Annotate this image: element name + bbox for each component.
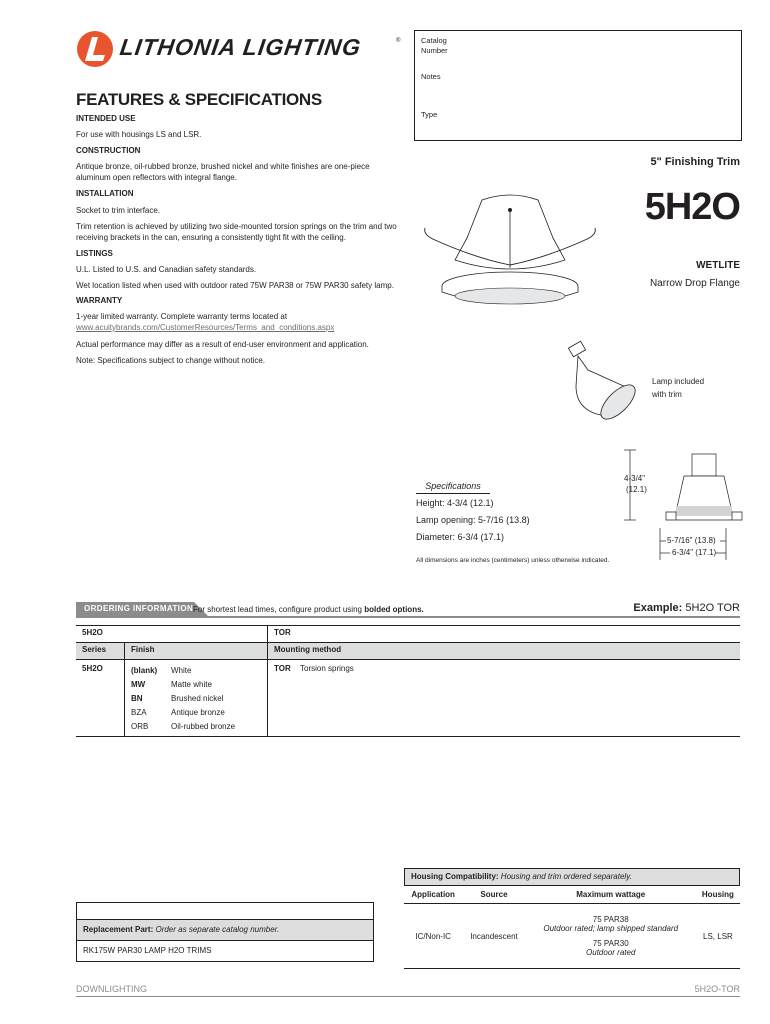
finish-code: BN	[131, 694, 143, 703]
spec-diameter: Diameter: 6-3/4 (17.1)	[416, 532, 505, 542]
brand-name: LITHONIA LIGHTING	[118, 34, 363, 60]
replacement-part-title	[76, 919, 374, 941]
trim-size: 5" Finishing Trim	[650, 156, 740, 168]
dim-diameter-label: 6-3/4" (17.1)	[672, 548, 717, 557]
installation-heading: INSTALLATION	[76, 189, 134, 198]
model-number: 5H2O	[644, 186, 740, 228]
type-field[interactable]	[414, 104, 742, 141]
housing-header-source: Source	[462, 886, 525, 904]
footer-catalog: 5H2O-TOR	[694, 984, 740, 994]
housing-value: LS, LSR	[703, 931, 733, 941]
finish-option	[131, 706, 261, 720]
trim-illustration	[415, 190, 615, 320]
replacement-part	[76, 902, 374, 962]
housing-source: Incandescent	[470, 931, 518, 941]
spec-lamp-opening: Lamp opening: 5-7/16 (13.8)	[416, 515, 530, 525]
wattage-1: 75 PAR38	[592, 915, 629, 924]
performance-note: Actual performance may differ as a result of end-user environment and application.	[76, 340, 369, 349]
housing-title-bold: Housing Compatibility:	[411, 872, 499, 881]
lamp-included-note-2: with trim	[652, 390, 682, 399]
installation-text-1: Socket to trim interface.	[76, 206, 161, 215]
ordering-information-tab: ORDERING INFORMATION	[76, 602, 194, 616]
page-title: FEATURES & SPECIFICATIONS	[76, 90, 322, 109]
order-field-mount: TOR	[274, 628, 291, 637]
mount-code: TOR	[274, 664, 291, 673]
dim-opening-label: 5-7/16" (13.8)	[667, 536, 716, 545]
notes-label: Notes	[421, 72, 441, 81]
wattage-2-note: Outdoor rated	[586, 948, 636, 957]
warranty-heading: WARRANTY	[76, 296, 123, 305]
dimensions-note: All dimensions are inches (centimeters) unless otherwise indicated.	[416, 557, 610, 564]
housing-header-housing: Housing	[696, 886, 740, 904]
housing-title-italic: Housing and trim ordered separately.	[498, 872, 632, 881]
ordering-table	[76, 625, 740, 737]
replacement-title-italic: Order as separate catalog number.	[153, 925, 280, 934]
replacement-spacer	[76, 902, 374, 919]
brand-reg: ®	[396, 38, 401, 44]
listings-text-1: U.L. Listed to U.S. and Canadian safety standards.	[76, 265, 257, 274]
ordering-note	[193, 605, 424, 614]
finish-desc: Antique bronze	[171, 708, 225, 717]
mount-desc: Torsion springs	[300, 664, 354, 673]
lamp-included-note-1: Lamp included	[652, 377, 705, 386]
catalog-number-field[interactable]	[414, 30, 742, 70]
construction-text: Antique bronze, oil-rubbed bronze, brushed nickel and white finishes are one-piece aluminum open reflectors with integral flange.	[76, 162, 370, 182]
finish-desc: White	[171, 666, 192, 675]
type-label: Type	[421, 110, 438, 119]
header-finish: Finish	[125, 643, 268, 660]
product-subtitle: WETLITE	[696, 260, 740, 271]
finish-desc: Brushed nickel	[171, 694, 224, 703]
replacement-title-bold: Replacement Part:	[83, 925, 154, 934]
finish-code: (blank)	[131, 666, 158, 675]
example-label: Example:	[633, 602, 683, 614]
finish-option	[131, 692, 261, 706]
order-field-series: 5H2O	[82, 628, 103, 637]
listings-heading: LISTINGS	[76, 249, 113, 258]
finish-code: BZA	[131, 708, 147, 717]
wattage-2: 75 PAR30	[592, 939, 629, 948]
dimension-drawing	[600, 448, 750, 563]
finish-option	[131, 664, 261, 678]
finish-code: MW	[131, 680, 146, 689]
order-example	[633, 602, 740, 614]
housing-compatibility	[404, 868, 740, 969]
catalog-number-label: Catalog Number	[421, 36, 448, 55]
wattage-1-note: Outdoor rated; lamp shipped standard	[543, 924, 679, 933]
finish-option	[131, 720, 261, 734]
series-value: 5H2O	[82, 664, 103, 673]
finish-desc: Matte white	[171, 680, 212, 689]
ordering-note-bold: bolded options.	[364, 605, 424, 614]
brand-logo	[76, 30, 406, 70]
specifications-note: Note: Specifications subject to change without notice.	[76, 356, 265, 365]
replacement-part-value: RK175W PAR30 LAMP H2O TRIMS	[76, 941, 374, 962]
footer-divider	[76, 996, 740, 997]
warranty-link[interactable]: www.acuitybrands.com/CustomerResources/Terms_and_conditions.aspx	[76, 323, 335, 332]
spec-height: Height: 4-3/4 (12.1)	[416, 498, 494, 508]
dim-height-metric: (12.1)	[626, 485, 647, 494]
housing-header-wattage: Maximum wattage	[526, 886, 696, 904]
housing-header-application: Application	[404, 886, 462, 904]
finish-desc: Oil-rubbed bronze	[171, 722, 236, 731]
finish-option	[131, 678, 261, 692]
housing-compatibility-title	[404, 868, 740, 886]
intended-use-text: For use with housings LS and LSR.	[76, 130, 202, 139]
warranty-text: 1-year limited warranty. Complete warranty terms located at	[76, 312, 288, 321]
header-mounting: Mounting method	[268, 643, 741, 660]
intended-use-heading: INTENDED USE	[76, 114, 136, 123]
construction-heading: CONSTRUCTION	[76, 146, 141, 155]
flange-type: Narrow Drop Flange	[649, 278, 740, 289]
lamp-illustration	[566, 340, 646, 420]
listings-text-2: Wet location listed when used with outdoor rated 75W PAR38 or 75W PAR30 safety lamp.	[76, 281, 394, 290]
housing-table	[404, 886, 740, 969]
specifications-heading: Specifications	[416, 481, 490, 494]
housing-application: IC/Non-IC	[415, 931, 451, 941]
logo-mark-icon	[76, 30, 114, 68]
notes-field[interactable]	[414, 68, 742, 105]
example-value: 5H2O TOR	[682, 602, 740, 614]
footer-category: DOWNLIGHTING	[76, 984, 147, 994]
header-series: Series	[76, 643, 125, 660]
ordering-note-text: For shortest lead times, configure product using	[193, 605, 365, 614]
finish-code: ORB	[131, 722, 149, 731]
ordering-divider	[76, 616, 740, 618]
dim-height-label: 4-3/4"	[624, 474, 646, 483]
installation-text-2: Trim retention is achieved by utilizing two side-mounted torsion springs on the trim and two receiving brackets in the can, ensuring a consistently tight fit with the ceiling.	[76, 222, 397, 242]
